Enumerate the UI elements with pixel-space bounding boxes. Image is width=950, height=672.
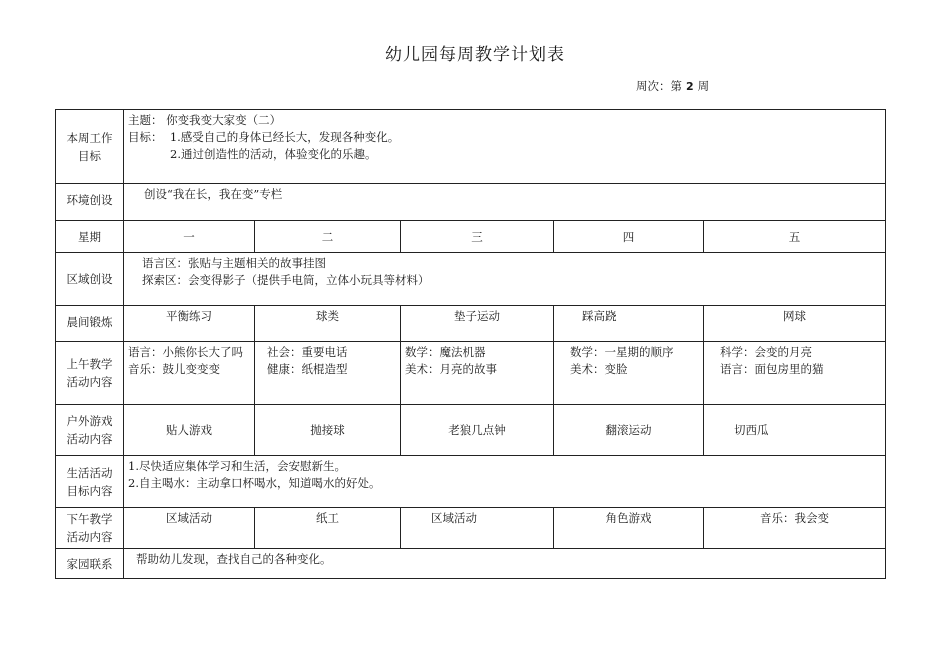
label-weekday: 星期 [56,221,124,253]
area-line-2: 探索区：会变得影子（提供手电筒，立体小玩具等材料） [142,273,430,287]
label-line-1: 上午教学 [66,357,113,371]
am-teaching-mon [124,342,255,405]
week-suffix: 周 [697,79,710,93]
label-morning-exercise: 晨间锻炼 [56,306,124,342]
goal-2: 2.通过创造性的活动，体验变化的乐趣。 [170,147,377,161]
label-line-2: 活动内容 [66,375,113,389]
row-home-contact [56,549,886,579]
pm-teaching-thu: 角色游戏 [554,508,704,549]
pm-teaching-wed: 区域活动 [401,508,554,549]
am-teaching-fri [704,342,886,405]
week-value: 2 [686,80,694,93]
weekday-2: 二 [255,221,401,253]
label-outdoor [56,405,124,456]
row-area [56,253,886,306]
outdoor-5: 切西瓜 [704,405,886,456]
label-line-1: 户外游戏 [66,414,113,428]
am-item: 美术：月亮的故事 [405,362,497,376]
am-item: 语言：面包房里的猫 [720,362,824,376]
exercise-1: 平衡练习 [124,306,255,342]
theme-text: 主题： 你变我变大家变（二） [128,113,282,127]
label-line-2: 活动内容 [66,432,113,446]
exercise-3: 垫子运动 [401,306,554,342]
label-area: 区域创设 [56,253,124,306]
weekday-3: 三 [401,221,554,253]
am-teaching-thu [554,342,704,405]
am-item: 语言：小熊你长大了吗 [128,345,243,359]
exercise-2: 球类 [255,306,401,342]
row-pm-teaching [56,508,886,549]
area-line-1: 语言区：张贴与主题相关的故事挂图 [142,256,326,270]
label-line-1: 生活活动 [66,465,113,480]
label-pm-teaching [56,508,124,549]
page-title: 幼儿园每周教学计划表 [385,45,565,65]
row-weekday [56,221,886,253]
weekly-plan-table [55,109,886,579]
am-item: 数学：一星期的顺序 [570,345,674,359]
weekday-4: 四 [554,221,704,253]
cell-home-contact: 帮助幼儿发现，查找自己的各种变化。 [124,549,886,579]
am-item: 健康：纸棍造型 [267,362,348,376]
pm-teaching-tue: 纸工 [255,508,401,549]
label-weekly-goals [56,110,124,184]
am-item: 社会：重要电话 [267,345,348,359]
am-teaching-wed [401,342,554,405]
outdoor-1: 贴人游戏 [124,405,255,456]
outdoor-2: 抛接球 [255,405,401,456]
row-outdoor [56,405,886,456]
cell-area [124,253,886,306]
am-item: 美术：变脸 [570,362,628,376]
goal-line-1 [128,129,881,146]
label-line-1: 下午教学 [66,512,113,526]
label-environment: 环境创设 [56,184,124,221]
label-line-1: 本周工作 [66,130,113,145]
goal-1: 1.感受自己的身体已经长大，发现各种变化。 [169,130,400,144]
row-morning-exercise [56,306,886,342]
goal-prefix: 目标： [128,130,163,144]
am-item: 科学：会变的月亮 [720,345,812,359]
label-line-2: 目标内容 [66,483,113,498]
label-life [56,456,124,508]
weekday-5: 五 [704,221,886,253]
row-environment [56,184,886,221]
label-am-teaching [56,342,124,405]
cell-life [124,456,886,508]
row-am-teaching [56,342,886,405]
pm-teaching-mon: 区域活动 [124,508,255,549]
label-home-contact: 家园联系 [56,549,124,579]
exercise-4: 踩高跷 [554,306,704,342]
weekday-1: 一 [124,221,255,253]
am-teaching-tue [255,342,401,405]
am-item: 数学：魔法机器 [405,345,486,359]
outdoor-3: 老狼几点钟 [401,405,554,456]
week-prefix: 周次：第 [636,79,682,93]
outdoor-4: 翻滚运动 [554,405,704,456]
pm-teaching-fri: 音乐：我会变 [704,508,886,549]
exercise-5: 网球 [704,306,886,342]
cell-weekly-goals [124,110,886,184]
cell-environment: 创设“我在长，我在变”专栏 [124,184,886,221]
life-line-2: 2.自主喝水：主动拿口杯喝水，知道喝水的好处。 [128,476,381,490]
life-line-1: 1.尽快适应集体学习和生活，会安慰新生。 [128,459,346,473]
label-line-2: 目标 [78,148,101,163]
label-line-2: 活动内容 [66,530,113,544]
row-life [56,456,886,508]
am-item: 音乐：鼓儿变变变 [128,362,220,376]
row-weekly-goals [56,110,886,184]
week-number [636,78,709,94]
